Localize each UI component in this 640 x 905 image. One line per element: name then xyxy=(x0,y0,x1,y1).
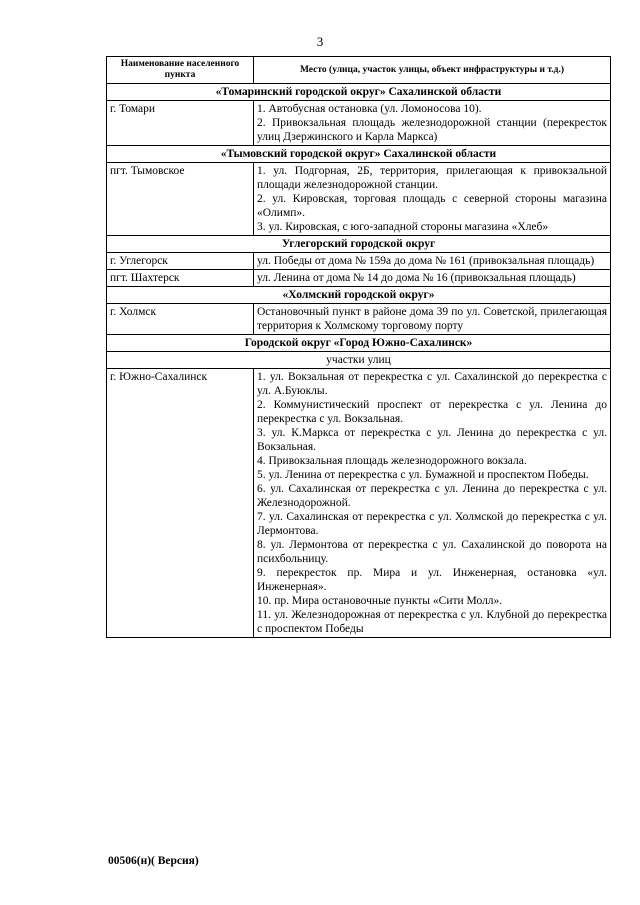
section-header-row xyxy=(107,287,611,304)
places-cell xyxy=(254,163,611,236)
table-row xyxy=(107,163,611,236)
place-item: Остановочный пункт в районе дома 39 по ул. Советской, прилегающая территория к Холмскому торговому порту xyxy=(257,306,607,332)
table-body xyxy=(107,84,611,638)
place-item: 10. пр. Мира остановочные пункты «Сити Молл». xyxy=(257,595,503,607)
table-header-row xyxy=(107,57,611,84)
place-item: 2. Коммунистический проспект от перекрестка с ул. Ленина до перекрестка с ул. Вокзальная. xyxy=(257,399,607,425)
settlement-name: г. Углегорск xyxy=(107,253,254,270)
section-header-row xyxy=(107,84,611,101)
section-title: «Холмский городской округ» xyxy=(107,287,611,304)
place-item: 8. ул. Лермонтова от перекрестка с ул. Сахалинской до поворота на психбольницу. xyxy=(257,539,607,565)
table-row xyxy=(107,270,611,287)
section-header-row xyxy=(107,146,611,163)
subsection-row xyxy=(107,352,611,369)
place-item: ул. Ленина от дома № 14 до дома № 16 (привокзальная площадь) xyxy=(257,272,576,284)
place-item: 3. ул. Кировская, с юго-западной стороны магазина «Хлеб» xyxy=(257,221,549,233)
place-item: 11. ул. Железнодорожная от перекрестка с ул. Клубной до перекрестка с проспектом Победы xyxy=(257,609,607,635)
section-title: Городской округ «Город Южно-Сахалинск» xyxy=(107,335,611,352)
header-place: Место (улица, участок улицы, объект инфраструктуры и т.д.) xyxy=(254,57,611,84)
places-cell xyxy=(254,270,611,287)
settlement-name: г. Холмск xyxy=(107,304,254,335)
section-header-row xyxy=(107,335,611,352)
place-item: 3. ул. К.Маркса от перекрестка с ул. Ленина до перекрестка с ул. Вокзальная. xyxy=(257,427,607,453)
place-item: 1. ул. Вокзальная от перекрестка с ул. Сахалинской до перекрестка с ул. А.Буюклы. xyxy=(257,371,607,397)
places-cell xyxy=(254,101,611,146)
places-cell xyxy=(254,253,611,270)
page-number: 3 xyxy=(316,34,324,49)
place-item: 6. ул. Сахалинская от перекрестка с ул. Ленина до перекрестка с ул. Железнодорожной. xyxy=(257,483,607,509)
place-item: 5. ул. Ленина от перекрестка с ул. Бумажной и проспектом Победы. xyxy=(257,469,589,481)
place-item: 1. Автобусная остановка (ул. Ломоносова 10). xyxy=(257,103,482,115)
section-title: «Тымовский городской округ» Сахалинской области xyxy=(107,146,611,163)
place-item: 9. перекресток пр. Мира и ул. Инженерная, остановка «ул. Инженерная». xyxy=(257,567,607,593)
section-title: «Томаринский городской округ» Сахалинской области xyxy=(107,84,611,101)
table-row xyxy=(107,101,611,146)
place-item: 4. Привокзальная площадь железнодорожного вокзала. xyxy=(257,455,527,467)
settlement-name: пгт. Тымовское xyxy=(107,163,254,236)
section-title: Углегорский городской округ xyxy=(107,236,611,253)
place-item: ул. Победы от дома № 159а до дома № 161 (привокзальная площадь) xyxy=(257,255,595,267)
place-item: 1. ул. Подгорная, 2Б, территория, прилегающая к привокзальной площади железнодорожной станции. xyxy=(257,165,607,191)
table-row xyxy=(107,253,611,270)
settlement-name: пгт. Шахтерск xyxy=(107,270,254,287)
document-footer: 00506(н)( Версия) xyxy=(108,855,199,867)
settlement-name: г. Томари xyxy=(107,101,254,146)
settlement-name: г. Южно-Сахалинск xyxy=(107,369,254,638)
place-item: 2. ул. Кировская, торговая площадь с северной стороны магазина «Олимп». xyxy=(257,193,607,219)
table-row xyxy=(107,304,611,335)
places-cell xyxy=(254,369,611,638)
locations-table xyxy=(106,56,611,638)
places-cell xyxy=(254,304,611,335)
table-row xyxy=(107,369,611,638)
header-settlement: Наименование населенного пункта xyxy=(107,57,254,84)
section-header-row xyxy=(107,236,611,253)
place-item: 2. Привокзальная площадь железнодорожной станции (перекресток улиц Дзержинского и Карла Маркса) xyxy=(257,117,607,143)
place-item: 7. ул. Сахалинская от перекрестка с ул. Холмской до перекрестка с ул. Лермонтова. xyxy=(257,511,607,537)
subsection-title: участки улиц xyxy=(107,352,611,369)
